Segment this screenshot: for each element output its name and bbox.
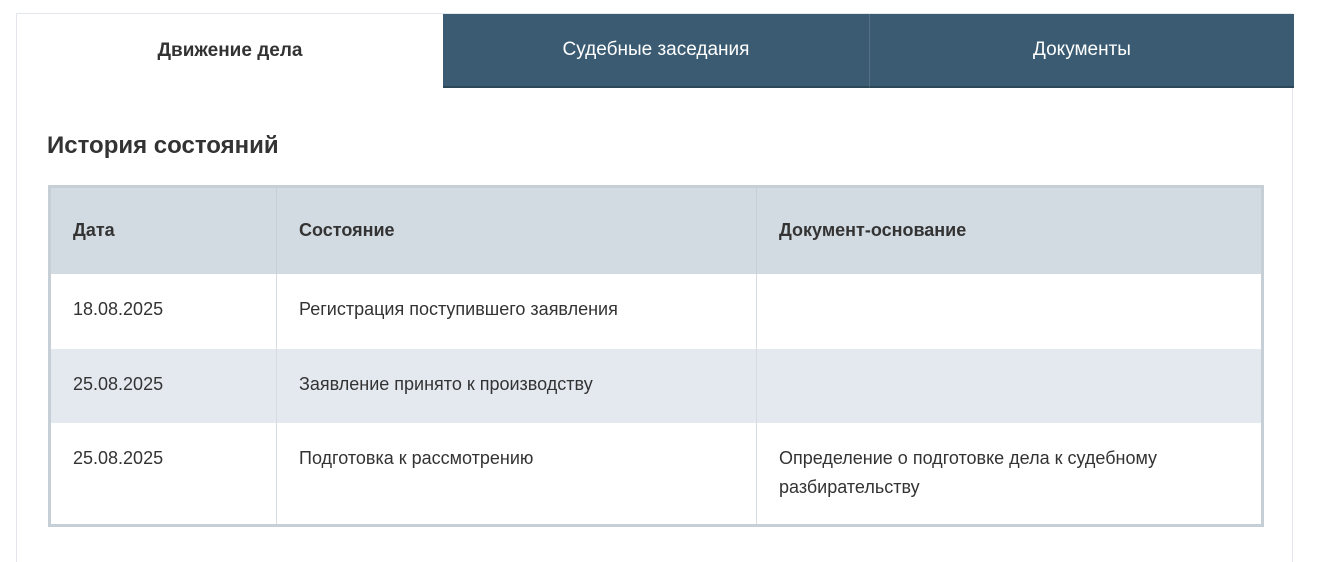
column-header-state: Состояние — [277, 187, 757, 274]
status-history-table — [48, 185, 1264, 527]
cell-document-text: Определение о подготовке дела к судебному разбирательству — [779, 447, 1158, 497]
table-row — [50, 423, 1263, 526]
cell-state-text: Заявление принято к производству — [299, 373, 593, 394]
column-header-document: Документ-основание — [757, 187, 1263, 274]
tab-bar — [17, 14, 1294, 88]
section-title: История состояний — [47, 132, 279, 159]
case-panel — [16, 13, 1293, 562]
cell-state — [277, 423, 757, 526]
tab-case-movement[interactable]: Движение дела — [17, 14, 443, 88]
cell-date — [50, 423, 277, 526]
cell-date-text: 18.08.2025 — [73, 298, 164, 319]
cell-date-text: 25.08.2025 — [73, 373, 164, 394]
cell-date — [50, 349, 277, 423]
table-row — [50, 349, 1263, 423]
table-row — [50, 274, 1263, 349]
cell-date-text: 25.08.2025 — [73, 447, 164, 468]
cell-state-text: Регистрация поступившего заявления — [299, 298, 618, 319]
column-header-date: Дата — [50, 187, 277, 274]
cell-date — [50, 274, 277, 349]
cell-document — [757, 274, 1263, 349]
cell-state-text: Подготовка к рассмотрению — [299, 447, 534, 468]
cell-document — [757, 423, 1263, 526]
cell-state — [277, 349, 757, 423]
tab-documents[interactable]: Документы — [869, 14, 1294, 88]
cell-document — [757, 349, 1263, 423]
table-header-row — [50, 187, 1263, 274]
tab-court-hearings[interactable]: Судебные заседания — [443, 14, 869, 88]
cell-state — [277, 274, 757, 349]
